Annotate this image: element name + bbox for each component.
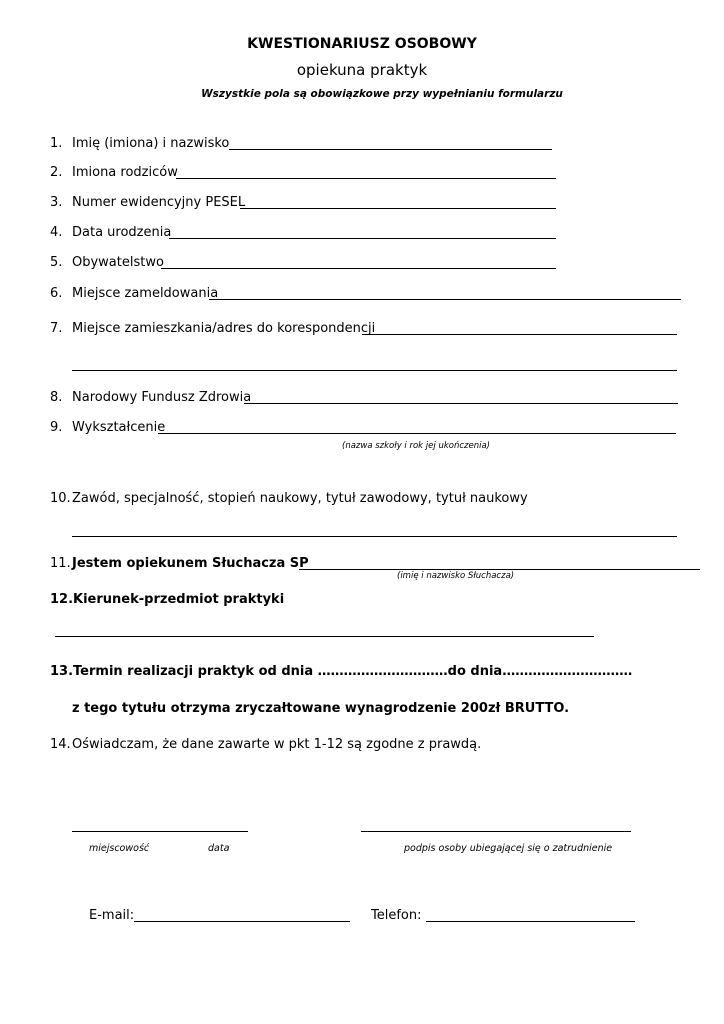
item-number: 13. [50,664,74,679]
item-label: Oświadczam, że dane zawarte w pkt 1-12 są zgodne z prawdą. [72,737,482,752]
item-number: 7. [50,321,63,336]
item-number: 3. [50,195,63,210]
imiona-rodzicow-field[interactable] [176,178,556,179]
phone-field[interactable] [426,921,635,922]
termin-od-field[interactable]: ………………………… [317,664,448,679]
termin-do-field[interactable]: ………………………… [502,664,633,679]
item-8 [50,390,251,405]
item-14 [50,737,481,752]
item-11 [50,556,309,571]
item-5 [50,255,164,270]
item-12 [50,592,284,607]
item-number: 2. [50,165,63,180]
item-13 [50,664,632,679]
item-3 [50,195,245,210]
zawod-field[interactable] [72,536,677,537]
item-10 [50,491,528,506]
item-4 [50,225,171,240]
signature-caption: podpis osoby ubiegającej się o zatrudnienie [404,843,613,854]
item-label: Termin realizacji praktyk od dnia [73,664,314,679]
item-1 [50,136,229,151]
item-number: 12. [50,592,74,607]
item-6 [50,286,218,301]
wyksztalcenie-caption: (nazwa szkoły i rok jej ukończenia) [342,441,490,451]
date-caption: data [208,843,230,854]
email-field[interactable] [134,921,350,922]
sluchacz-field[interactable] [299,569,700,570]
item-label: Zawód, specjalność, stopień naukowy, tytuł zawodowy, tytuł naukowy [72,491,528,506]
item-label: Obywatelstwo [72,255,164,270]
email-label: E-mail: [89,908,135,923]
item-number: 14. [50,737,71,752]
adres-korespondencji-field-line-2[interactable] [72,370,677,371]
pesel-field[interactable] [240,208,556,209]
item-label: Imię (imiona) i nazwisko [72,136,230,151]
phone-label: Telefon: [371,908,422,923]
item-number: 10. [50,491,71,506]
form-title: KWESTIONARIUSZ OSOBOWY [247,36,477,52]
item-label: Data urodzenia [72,225,172,240]
imie-nazwisko-field[interactable] [229,149,552,150]
signature-field[interactable] [361,831,631,832]
form-note: Wszystkie pola są obowiązkowe przy wypełnianiu formularzu [201,88,563,100]
item-7 [50,321,375,336]
obywatelstwo-field[interactable] [161,268,556,269]
item-label: Jestem opiekunem Słuchacza SP [72,556,309,571]
wyksztalcenie-field[interactable] [158,433,676,434]
item-label: Imiona rodziców [72,165,178,180]
place-date-field[interactable] [72,831,248,832]
item-label: Numer ewidencyjny PESEL [72,195,246,210]
item-2 [50,165,178,180]
item-number: 8. [50,390,63,405]
item-label: Miejsce zamieszkania/adres do korespondencji [72,321,376,336]
item-number: 4. [50,225,63,240]
item-label-mid: do dnia [447,664,503,679]
item-number: 6. [50,286,63,301]
place-caption: miejscowość [89,843,150,854]
form-subtitle: opiekuna praktyk [296,61,428,79]
sluchacz-caption: (imię i nazwisko Słuchacza) [397,571,515,581]
item-label: Kierunek-przedmiot praktyki [73,592,285,607]
item-label: Miejsce zameldowania [72,286,219,301]
item-number: 1. [50,136,63,151]
item-number: 5. [50,255,63,270]
salary-note: z tego tytułu otrzyma zryczałtowane wynagrodzenie 200zł BRUTTO. [72,701,570,716]
nfz-field[interactable] [244,403,678,404]
kierunek-field[interactable] [55,636,594,637]
item-label: Narodowy Fundusz Zdrowia [72,390,252,405]
item-number: 9. [50,420,63,435]
item-number: 11. [50,556,71,571]
data-urodzenia-field[interactable] [169,238,556,239]
miejsce-zameldowania-field[interactable] [209,299,681,300]
adres-korespondencji-field[interactable] [362,334,677,335]
item-9 [50,420,165,435]
item-label: Wykształcenie [72,420,166,435]
